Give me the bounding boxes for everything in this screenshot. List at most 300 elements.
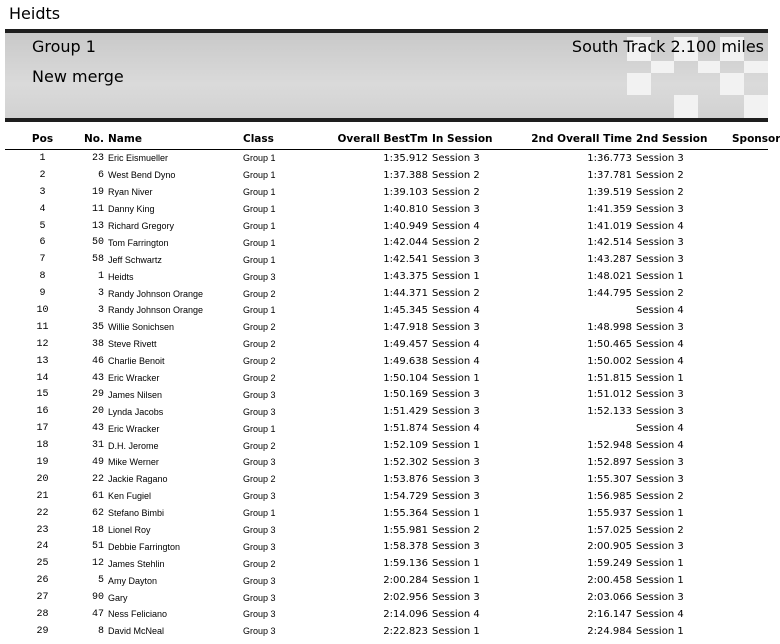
- cell-name: Stefano Bimbi: [108, 508, 165, 519]
- cell-name: Eric Eismueller: [108, 153, 169, 164]
- cell-class: Group 3: [243, 575, 276, 586]
- cell-second: 1:51.815: [587, 372, 632, 384]
- cell-session: Session 3: [432, 389, 480, 401]
- cell-pos: 7: [39, 254, 46, 266]
- cell-class: Group 2: [243, 558, 276, 569]
- cell-second-session: Session 2: [636, 490, 684, 502]
- cell-best: 1:50.104: [383, 372, 428, 384]
- cell-pos: 17: [36, 423, 49, 435]
- cell-no: 47: [91, 608, 104, 620]
- cell-name: Jeff Schwartz: [108, 254, 162, 265]
- cell-no: 20: [91, 406, 104, 418]
- cell-class: Group 2: [243, 474, 276, 485]
- cell-class: Group 1: [243, 423, 276, 434]
- cell-no: 43: [91, 423, 104, 435]
- cell-name: Ryan Niver: [108, 187, 153, 198]
- cell-sponsor: [732, 285, 768, 302]
- cell-second-session: Session 3: [636, 541, 684, 553]
- cell-name: Randy Johnson Orange: [108, 288, 204, 299]
- cell-no: 38: [91, 338, 104, 350]
- table-row: [5, 420, 768, 437]
- cell-session: Session 2: [432, 288, 480, 300]
- cell-pos: 9: [39, 288, 46, 300]
- cell-second: 1:52.897: [587, 456, 632, 468]
- cell-best: 1:55.981: [383, 524, 428, 536]
- cell-second: 1:37.781: [587, 169, 632, 181]
- cell-sponsor: [732, 623, 768, 640]
- cell-second-session: Session 4: [636, 355, 684, 367]
- cell-sponsor: [732, 454, 768, 471]
- cell-best: 2:02.956: [383, 592, 428, 604]
- cell-session: Session 1: [432, 372, 480, 384]
- cell-class: Group 1: [243, 204, 276, 215]
- cell-class: Group 3: [243, 457, 276, 468]
- cell-sponsor: [732, 505, 768, 522]
- table-row: [5, 184, 768, 201]
- cell-best: 1:44.371: [383, 288, 428, 300]
- table-row: [5, 589, 768, 606]
- page-title: Heidts: [9, 4, 61, 23]
- cell-second-session: Session 3: [636, 203, 684, 215]
- cell-second: 1:43.287: [587, 254, 632, 266]
- cell-session: Session 3: [432, 456, 480, 468]
- cell-class: Group 1: [243, 170, 276, 181]
- table-row: [5, 285, 768, 302]
- cell-pos: 5: [39, 220, 46, 232]
- table-header-row: [5, 129, 768, 150]
- header-bottom-rule: [5, 118, 768, 122]
- cell-second-session: Session 4: [636, 423, 684, 435]
- cell-second-session: Session 4: [636, 440, 684, 452]
- cell-class: Group 2: [243, 373, 276, 384]
- table-row: [5, 167, 768, 184]
- cell-best: 1:43.375: [383, 271, 428, 283]
- cell-second: 2:00.905: [587, 541, 632, 553]
- table-row: [5, 454, 768, 471]
- cell-session: Session 1: [432, 271, 480, 283]
- cell-name: Ness Feliciano: [108, 609, 168, 620]
- cell-name: Jackie Ragano: [108, 474, 168, 485]
- table-row: [5, 201, 768, 218]
- track-info: South Track 2.100 miles: [571, 37, 764, 56]
- cell-name: Charlie Benoit: [108, 356, 165, 367]
- cell-no: 13: [91, 220, 104, 232]
- cell-no: 18: [91, 524, 104, 536]
- cell-no: 62: [91, 507, 104, 519]
- cell-second: 1:50.465: [587, 338, 632, 350]
- cell-class: Group 3: [243, 406, 276, 417]
- table-row: [5, 336, 768, 353]
- cell-pos: 16: [36, 406, 49, 418]
- cell-session: Session 3: [432, 592, 480, 604]
- cell-best: 1:49.457: [383, 338, 428, 350]
- cell-no: 43: [91, 372, 104, 384]
- cell-session: Session 4: [432, 338, 480, 350]
- cell-sponsor: [732, 234, 768, 251]
- cell-name: David McNeal: [108, 626, 165, 637]
- cell-second-session: Session 1: [636, 372, 684, 384]
- cell-second-session: Session 4: [636, 304, 684, 316]
- table-row: [5, 488, 768, 505]
- cell-sponsor: [732, 471, 768, 488]
- results-table: [5, 129, 780, 640]
- cell-sponsor: [732, 589, 768, 606]
- cell-no: 31: [91, 440, 104, 452]
- cell-best: 1:54.729: [383, 490, 428, 502]
- cell-no: 90: [91, 592, 104, 604]
- table-row: [5, 505, 768, 522]
- cell-pos: 15: [36, 389, 49, 401]
- table-row: [5, 403, 768, 420]
- cell-best: 2:00.284: [383, 575, 428, 587]
- cell-sponsor: [732, 386, 768, 403]
- cell-second: 1:59.249: [587, 558, 632, 570]
- table-row: [5, 623, 768, 640]
- cell-no: 50: [91, 237, 104, 249]
- table-row: [5, 218, 768, 235]
- cell-best: 1:51.429: [383, 406, 428, 418]
- cell-no: 29: [91, 389, 104, 401]
- cell-session: Session 3: [432, 490, 480, 502]
- header-pattern-square: [674, 95, 698, 118]
- cell-best: 1:50.169: [383, 389, 428, 401]
- cell-second: 1:56.985: [587, 490, 632, 502]
- cell-best: 1:45.345: [383, 304, 428, 316]
- cell-no: 8: [97, 625, 104, 637]
- cell-second: 1:55.937: [587, 507, 632, 519]
- cell-second-session: Session 4: [636, 608, 684, 620]
- column-header-second-session: 2nd Session: [632, 129, 732, 150]
- cell-class: Group 3: [243, 525, 276, 536]
- cell-no: 11: [91, 203, 104, 215]
- cell-sponsor: [732, 251, 768, 268]
- cell-second-session: Session 1: [636, 558, 684, 570]
- cell-best: 1:58.378: [383, 541, 428, 553]
- cell-name: Randy Johnson Orange: [108, 305, 204, 316]
- cell-name: James Nilsen: [108, 389, 163, 400]
- cell-session: Session 3: [432, 203, 480, 215]
- cell-pos: 1: [39, 152, 46, 164]
- cell-second: 1:51.012: [587, 389, 632, 401]
- cell-session: Session 3: [432, 321, 480, 333]
- cell-best: 1:42.541: [383, 254, 428, 266]
- cell-session: Session 1: [432, 558, 480, 570]
- cell-no: 6: [97, 169, 104, 181]
- cell-pos: 26: [36, 575, 49, 587]
- group-heading: Group 1: [32, 37, 96, 56]
- cell-best: 1:37.388: [383, 169, 428, 181]
- cell-pos: 2: [39, 169, 46, 181]
- column-header-pos: Pos: [5, 129, 80, 150]
- cell-class: Group 1: [243, 305, 276, 316]
- cell-pos: 29: [36, 625, 49, 637]
- cell-sponsor: [732, 218, 768, 235]
- cell-class: Group 3: [243, 491, 276, 502]
- cell-best: 1:51.874: [383, 423, 428, 435]
- cell-name: Willie Sonichsen: [108, 322, 175, 333]
- cell-best: 1:39.103: [383, 186, 428, 198]
- column-header-overall-best: Overall BestTm: [319, 129, 428, 150]
- table-row: [5, 572, 768, 589]
- table-row: [5, 251, 768, 268]
- cell-session: Session 3: [432, 254, 480, 266]
- table-row: [5, 234, 768, 251]
- cell-class: Group 3: [243, 626, 276, 637]
- cell-sponsor: [732, 522, 768, 539]
- cell-sponsor: [732, 319, 768, 336]
- cell-no: 3: [97, 304, 104, 316]
- table-row: [5, 353, 768, 370]
- cell-sponsor: [732, 353, 768, 370]
- cell-pos: 14: [36, 372, 49, 384]
- table-row: [5, 606, 768, 623]
- cell-class: Group 2: [243, 288, 276, 299]
- cell-session: Session 3: [432, 541, 480, 553]
- header-pattern-square: [651, 61, 674, 73]
- cell-sponsor: [732, 336, 768, 353]
- cell-second-session: Session 3: [636, 406, 684, 418]
- cell-session: Session 4: [432, 355, 480, 367]
- cell-second: 2:16.147: [587, 608, 632, 620]
- cell-sponsor: [732, 268, 768, 285]
- cell-second-session: Session 4: [636, 220, 684, 232]
- cell-best: 2:14.096: [383, 608, 428, 620]
- cell-sponsor: [732, 201, 768, 218]
- table-row: [5, 150, 768, 167]
- cell-second: 1:39.519: [587, 186, 632, 198]
- cell-second-session: Session 1: [636, 625, 684, 637]
- results-header: [5, 33, 768, 118]
- cell-session: Session 3: [432, 152, 480, 164]
- cell-best: 1:47.918: [383, 321, 428, 333]
- cell-class: Group 1: [243, 254, 276, 265]
- cell-best: 1:40.949: [383, 220, 428, 232]
- header-pattern-square: [744, 61, 768, 73]
- column-header-sponsor: Sponsor: [732, 129, 768, 150]
- cell-second-session: Session 3: [636, 254, 684, 266]
- cell-class: Group 2: [243, 356, 276, 367]
- table-row: [5, 471, 768, 488]
- cell-sponsor: [732, 488, 768, 505]
- cell-best: 1:53.876: [383, 473, 428, 485]
- cell-no: 61: [91, 490, 104, 502]
- cell-second: 1:44.795: [587, 288, 632, 300]
- cell-second-session: Session 3: [636, 152, 684, 164]
- cell-second: 2:24.984: [587, 625, 632, 637]
- cell-pos: 3: [39, 186, 46, 198]
- cell-no: 3: [97, 288, 104, 300]
- cell-second: [508, 420, 632, 437]
- cell-name: James Stehlin: [108, 558, 165, 569]
- cell-best: 1:49.638: [383, 355, 428, 367]
- cell-pos: 20: [36, 473, 49, 485]
- cell-pos: 11: [36, 321, 49, 333]
- cell-session: Session 4: [432, 423, 480, 435]
- cell-session: Session 4: [432, 608, 480, 620]
- cell-class: Group 2: [243, 440, 276, 451]
- cell-session: Session 1: [432, 507, 480, 519]
- cell-name: D.H. Jerome: [108, 440, 159, 451]
- cell-best: 1:52.302: [383, 456, 428, 468]
- cell-name: Lionel Roy: [108, 525, 151, 536]
- cell-sponsor: [732, 150, 768, 167]
- cell-no: 51: [91, 541, 104, 553]
- table-row: [5, 437, 768, 454]
- cell-class: Group 3: [243, 592, 276, 603]
- cell-sponsor: [732, 420, 768, 437]
- cell-name: Eric Wracker: [108, 423, 160, 434]
- column-header-no: No.: [80, 129, 104, 150]
- cell-pos: 4: [39, 203, 46, 215]
- cell-second: 1:48.021: [587, 271, 632, 283]
- header-pattern-square: [744, 95, 768, 118]
- column-header-second-overall: 2nd Overall Time: [508, 129, 632, 150]
- table-row: [5, 538, 768, 555]
- cell-pos: 18: [36, 440, 49, 452]
- cell-pos: 22: [36, 507, 49, 519]
- cell-second-session: Session 2: [636, 288, 684, 300]
- cell-pos: 10: [36, 304, 49, 316]
- column-header-class: Class: [239, 129, 319, 150]
- cell-second: 1:57.025: [587, 524, 632, 536]
- column-header-name: Name: [104, 129, 239, 150]
- cell-second-session: Session 2: [636, 524, 684, 536]
- cell-no: 35: [91, 321, 104, 333]
- cell-second-session: Session 2: [636, 169, 684, 181]
- cell-second: 1:41.019: [587, 220, 632, 232]
- cell-second-session: Session 1: [636, 271, 684, 283]
- cell-class: Group 3: [243, 541, 276, 552]
- cell-class: Group 1: [243, 153, 276, 164]
- cell-second: 1:52.948: [587, 440, 632, 452]
- cell-class: Group 2: [243, 322, 276, 333]
- cell-best: 1:42.044: [383, 237, 428, 249]
- header-pattern-square: [627, 73, 651, 95]
- cell-session: Session 2: [432, 237, 480, 249]
- column-header-in-session: In Session: [428, 129, 508, 150]
- cell-sponsor: [732, 184, 768, 201]
- cell-pos: 28: [36, 608, 49, 620]
- cell-pos: 8: [39, 271, 46, 283]
- cell-pos: 23: [36, 524, 49, 536]
- cell-second: [508, 302, 632, 319]
- cell-best: 2:22.823: [383, 625, 428, 637]
- cell-second: 1:41.359: [587, 203, 632, 215]
- cell-second: 2:03.066: [587, 592, 632, 604]
- cell-pos: 6: [39, 237, 46, 249]
- cell-second-session: Session 3: [636, 321, 684, 333]
- cell-session: Session 1: [432, 575, 480, 587]
- cell-class: Group 3: [243, 389, 276, 400]
- cell-sponsor: [732, 555, 768, 572]
- cell-name: Steve Rivett: [108, 339, 157, 350]
- cell-class: Group 3: [243, 609, 276, 620]
- cell-name: West Bend Dyno: [108, 170, 176, 181]
- header-pattern-square: [720, 73, 744, 95]
- cell-sponsor: [732, 167, 768, 184]
- cell-no: 22: [91, 473, 104, 485]
- cell-second-session: Session 2: [636, 186, 684, 198]
- cell-class: Group 1: [243, 237, 276, 248]
- cell-name: Debbie Farrington: [108, 541, 181, 552]
- table-row: [5, 522, 768, 539]
- table-row: [5, 555, 768, 572]
- cell-no: 12: [91, 558, 104, 570]
- cell-name: Ken Fugiel: [108, 491, 152, 502]
- cell-name: Gary: [108, 592, 128, 603]
- cell-session: Session 2: [432, 186, 480, 198]
- cell-second-session: Session 1: [636, 575, 684, 587]
- cell-name: Tom Farrington: [108, 237, 169, 248]
- cell-pos: 21: [36, 490, 49, 502]
- cell-pos: 24: [36, 541, 49, 553]
- header-pattern-square: [698, 61, 720, 73]
- cell-pos: 12: [36, 338, 49, 350]
- cell-second-session: Session 3: [636, 473, 684, 485]
- cell-second: 1:52.133: [587, 406, 632, 418]
- cell-sponsor: [732, 538, 768, 555]
- cell-sponsor: [732, 370, 768, 387]
- cell-sponsor: [732, 403, 768, 420]
- cell-name: Heidts: [108, 271, 134, 282]
- cell-sponsor: [732, 437, 768, 454]
- table-row: [5, 319, 768, 336]
- table-row: [5, 370, 768, 387]
- cell-no: 5: [97, 575, 104, 587]
- cell-session: Session 2: [432, 169, 480, 181]
- cell-session: Session 3: [432, 473, 480, 485]
- cell-second: 1:55.307: [587, 473, 632, 485]
- cell-class: Group 1: [243, 221, 276, 231]
- cell-second-session: Session 1: [636, 507, 684, 519]
- cell-best: 1:35.912: [383, 152, 428, 164]
- cell-name: Eric Wracker: [108, 373, 160, 384]
- cell-session: Session 3: [432, 406, 480, 418]
- table-row: [5, 268, 768, 285]
- cell-class: Group 1: [243, 187, 276, 198]
- cell-second-session: Session 3: [636, 592, 684, 604]
- cell-second-session: Session 3: [636, 237, 684, 249]
- cell-pos: 27: [36, 592, 49, 604]
- cell-second-session: Session 3: [636, 456, 684, 468]
- cell-pos: 19: [36, 456, 49, 468]
- cell-no: 58: [91, 254, 104, 266]
- cell-sponsor: [732, 606, 768, 623]
- cell-name: Danny King: [108, 204, 155, 215]
- cell-class: Group 2: [243, 339, 276, 350]
- cell-pos: 13: [36, 355, 49, 367]
- cell-sponsor: [732, 302, 768, 319]
- table-row: [5, 302, 768, 319]
- cell-best: 1:59.136: [383, 558, 428, 570]
- cell-no: 49: [91, 456, 104, 468]
- table-row: [5, 386, 768, 403]
- cell-class: Group 1: [243, 508, 276, 519]
- cell-name: Amy Dayton: [108, 575, 158, 586]
- cell-no: 46: [91, 355, 104, 367]
- cell-session: Session 1: [432, 440, 480, 452]
- cell-name: Richard Gregory: [108, 221, 175, 231]
- cell-session: Session 4: [432, 304, 480, 316]
- merge-subtitle: New merge: [32, 67, 124, 86]
- cell-second: 1:36.773: [587, 152, 632, 164]
- cell-no: 19: [91, 186, 104, 198]
- cell-pos: 25: [36, 558, 49, 570]
- cell-best: 1:52.109: [383, 440, 428, 452]
- cell-name: Lynda Jacobs: [108, 406, 164, 417]
- cell-class: Group 3: [243, 271, 276, 282]
- cell-second: 1:42.514: [587, 237, 632, 249]
